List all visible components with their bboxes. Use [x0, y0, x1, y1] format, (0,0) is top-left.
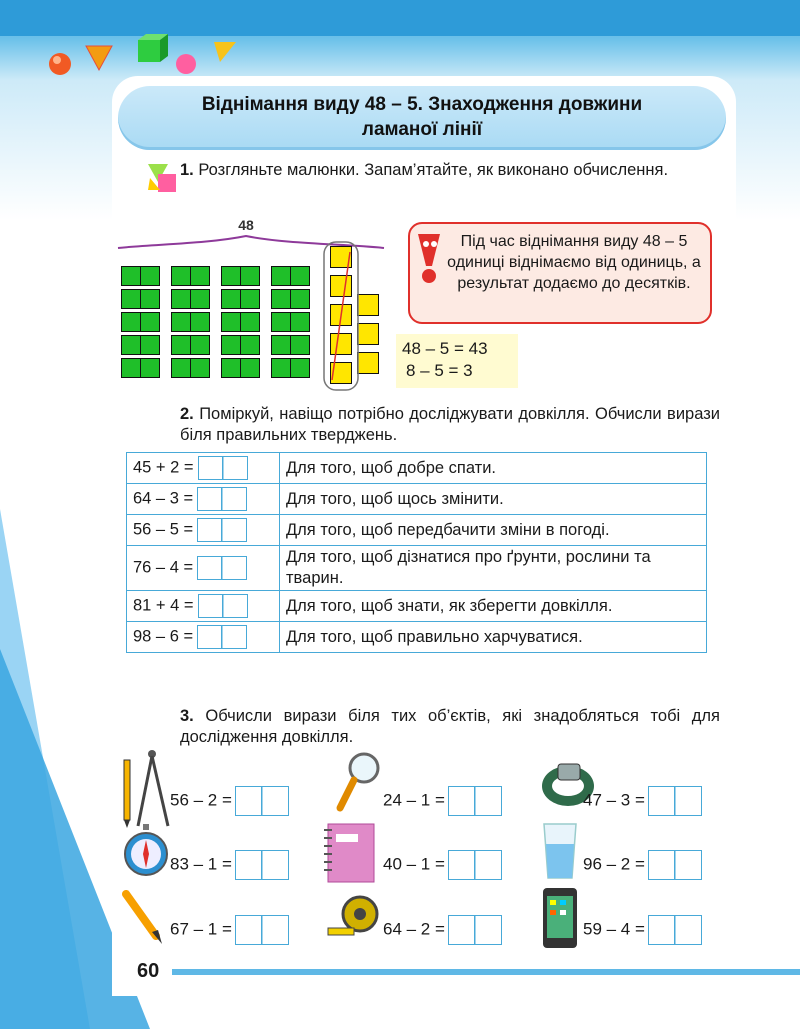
- task-2: [180, 404, 720, 446]
- task-3-item: [170, 915, 289, 945]
- answer-box[interactable]: [648, 850, 702, 880]
- expression-text: 59 – 4 =: [583, 919, 645, 939]
- expression-text: 24 – 1 =: [383, 790, 445, 810]
- ten-block-cube: [271, 289, 291, 309]
- ten-block-cube: [140, 335, 160, 355]
- ten-block-cube: [221, 335, 241, 355]
- exclamation-character-icon: [414, 230, 446, 290]
- table-row: [127, 515, 707, 546]
- answer-box[interactable]: [648, 915, 702, 945]
- notebook-icon: [322, 822, 376, 884]
- equation-2: 8 – 5 = 3: [406, 361, 473, 380]
- expression-text: 67 – 1 =: [170, 919, 232, 939]
- rule-note-text: Під час віднімання виду 48 – 5 одиниці віднімаємо від одиниць, а результат додаємо до десятків.: [447, 233, 701, 292]
- expression-text: 64 – 3 =: [133, 489, 194, 508]
- table-row: [127, 484, 707, 515]
- ten-block-cube: [171, 335, 191, 355]
- ten-block-cube: [190, 335, 210, 355]
- smartphone-icon: [540, 886, 580, 950]
- ten-block-cube: [121, 358, 141, 378]
- ten-block-cube: [121, 266, 141, 286]
- ten-block-cube: [290, 289, 310, 309]
- answer-box[interactable]: [197, 518, 247, 542]
- page-footer-line: [172, 969, 800, 975]
- page-number: 60: [137, 960, 160, 982]
- expression-cell: [127, 453, 280, 484]
- equation-1: 48 – 5 = 43: [402, 339, 488, 358]
- task-3: [180, 706, 720, 748]
- ten-block-cube: [171, 358, 191, 378]
- expression-cell: [127, 591, 280, 622]
- ten-block-cube: [171, 266, 191, 286]
- ten-block-cube: [290, 266, 310, 286]
- ten-block-cube: [271, 358, 291, 378]
- ten-block-cube: [121, 335, 141, 355]
- statement-cell: Для того, щоб правильно харчуватися.: [280, 622, 707, 653]
- ten-block-cube: [121, 312, 141, 332]
- task-1-text: Розгляньте малюнки. Запам’ятайте, як виконано обчислення.: [198, 161, 669, 179]
- answer-box[interactable]: [448, 786, 502, 816]
- table-row: [127, 622, 707, 653]
- answer-box[interactable]: [197, 625, 247, 649]
- expression-text: 83 – 1 =: [170, 854, 232, 874]
- answer-box[interactable]: [198, 456, 248, 480]
- ten-block-cube: [271, 312, 291, 332]
- expression-cell: [127, 546, 280, 591]
- ten-block-cube: [190, 289, 210, 309]
- ten-block-cube: [190, 266, 210, 286]
- task-3-item: [383, 786, 502, 816]
- ten-block-cube: [240, 335, 260, 355]
- statement-cell: Для того, щоб знати, як зберегти довкілля.: [280, 591, 707, 622]
- ten-block-cube: [240, 266, 260, 286]
- task-2-table: [126, 452, 707, 653]
- statement-cell: Для того, щоб передбачити зміни в погоді.: [280, 515, 707, 546]
- answer-box[interactable]: [448, 850, 502, 880]
- task-3-item: [583, 915, 702, 945]
- expression-text: 96 – 2 =: [583, 854, 645, 874]
- ten-block-cube: [140, 358, 160, 378]
- answer-box[interactable]: [448, 915, 502, 945]
- task-3-item: [383, 850, 502, 880]
- expression-text: 45 + 2 =: [133, 458, 194, 477]
- table-row: [127, 591, 707, 622]
- table-row: [127, 453, 707, 484]
- task-3-item: [583, 786, 702, 816]
- ten-block-cube: [140, 312, 160, 332]
- ten-block-cube: [271, 266, 291, 286]
- lesson-title: Віднімання виду 48 – 5. Знаходження довжини: [201, 94, 643, 115]
- brace-label: 48: [238, 217, 254, 233]
- task-2-number: 2.: [180, 405, 194, 423]
- ten-block-cube: [271, 335, 291, 355]
- answer-box[interactable]: [235, 850, 289, 880]
- task-3-item: [383, 915, 502, 945]
- expression-text: 56 – 5 =: [133, 520, 194, 539]
- pencil-and-compass-icon: [118, 746, 174, 830]
- ten-block-cube: [221, 266, 241, 286]
- ten-block-cube: [190, 312, 210, 332]
- ten-block-cube: [290, 312, 310, 332]
- example-equations: [396, 334, 518, 388]
- ten-block-cube: [121, 289, 141, 309]
- ten-block-cube: [290, 358, 310, 378]
- task-3-item: [170, 786, 289, 816]
- ten-block-cube: [240, 289, 260, 309]
- lesson-title-banner: [118, 86, 726, 150]
- pencil-icon: [122, 890, 166, 946]
- statement-cell: Для того, щоб дізнатися про ґрунти, рослини та тварин.: [280, 546, 707, 591]
- statement-cell: Для того, щоб щось змінити.: [280, 484, 707, 515]
- puzzle-pieces-icon: [146, 160, 180, 194]
- statement-cell: Для того, щоб добре спати.: [280, 453, 707, 484]
- expression-text: 98 – 6 =: [133, 627, 194, 646]
- ten-block-cube: [140, 289, 160, 309]
- crossed-out-units: [322, 240, 362, 392]
- task-3-item: [583, 850, 702, 880]
- ten-block-cube: [140, 266, 160, 286]
- ten-block-cube: [240, 312, 260, 332]
- compass-icon: [122, 824, 170, 878]
- tape-measure-icon: [326, 894, 382, 942]
- task-3-item: [170, 850, 289, 880]
- rule-note: [408, 222, 712, 324]
- answer-box[interactable]: [648, 786, 702, 816]
- answer-box[interactable]: [197, 487, 247, 511]
- task-1-number: 1.: [180, 161, 194, 179]
- answer-box[interactable]: [198, 594, 248, 618]
- expression-text: 64 – 2 =: [383, 919, 445, 939]
- task-3-number: 3.: [180, 707, 194, 725]
- expression-cell: [127, 622, 280, 653]
- ten-block-cube: [221, 312, 241, 332]
- expression-cell: [127, 484, 280, 515]
- lesson-title-line2: ламаної лінії: [361, 119, 483, 140]
- task-2-text: Поміркуй, навіщо потрібно досліджувати довкілля. Обчисли вирази біля правильних тверджень.: [180, 405, 720, 444]
- magnifying-glass-icon: [334, 750, 382, 814]
- ten-block-cube: [240, 358, 260, 378]
- ten-block-cube: [171, 312, 191, 332]
- expression-text: 40 – 1 =: [383, 854, 445, 874]
- expression-text: 81 + 4 =: [133, 596, 194, 615]
- task-3-text: Обчисли вирази біля тих об’єктів, які знадобляться тобі для дослідження довкілля.: [180, 707, 720, 746]
- water-glass-icon: [540, 822, 580, 880]
- ten-block-cube: [290, 335, 310, 355]
- answer-box[interactable]: [235, 786, 289, 816]
- table-row: [127, 546, 707, 591]
- task-1: [180, 160, 720, 181]
- answer-box[interactable]: [235, 915, 289, 945]
- answer-box[interactable]: [197, 556, 247, 580]
- expression-cell: [127, 515, 280, 546]
- ten-block-cube: [190, 358, 210, 378]
- expression-text: 56 – 2 =: [170, 790, 232, 810]
- ten-block-cube: [221, 358, 241, 378]
- ten-block-cube: [171, 289, 191, 309]
- top-band: [0, 0, 800, 36]
- ten-block-cube: [221, 289, 241, 309]
- expression-text: 76 – 4 =: [133, 558, 194, 577]
- expression-text: 47 – 3 =: [583, 790, 645, 810]
